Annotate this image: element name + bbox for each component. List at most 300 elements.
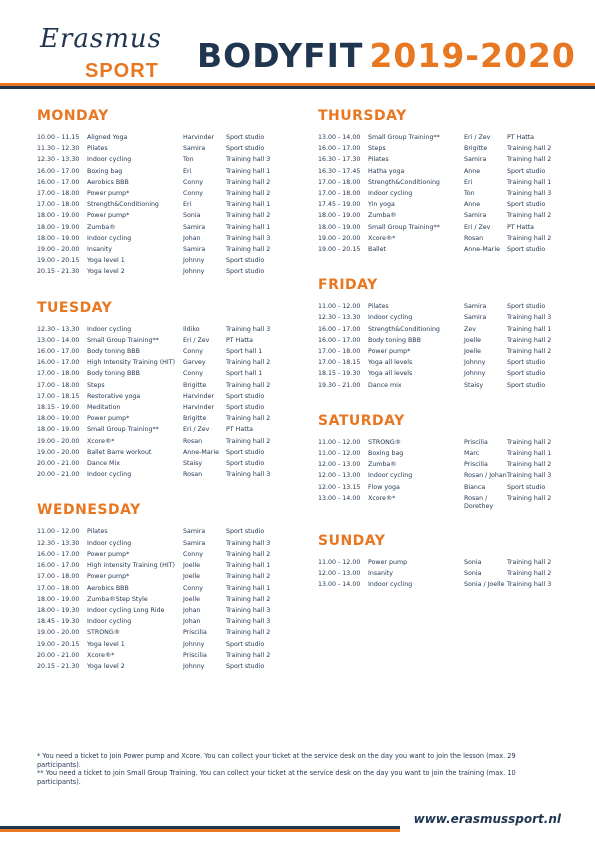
schedule-row xyxy=(318,154,568,165)
class-activity: Yoga level 1 xyxy=(87,640,125,648)
website-link[interactable]: www.erasmussport.nl xyxy=(413,812,561,826)
class-time: 18.00 - 19.00 xyxy=(37,415,80,423)
class-location: Training hall 1 xyxy=(226,201,271,209)
class-activity: Ballet xyxy=(368,246,387,254)
class-activity: Hatha yoga xyxy=(368,167,405,175)
class-instructor: Sonia xyxy=(464,558,482,566)
schedule-row xyxy=(318,166,568,177)
class-activity: Yoga level 2 xyxy=(87,662,125,670)
class-location: Training hall 3 xyxy=(226,156,271,164)
class-location: Training hall 2 xyxy=(226,651,271,659)
class-activity: Power pump* xyxy=(87,550,130,558)
class-location: Training hall 2 xyxy=(507,156,552,164)
class-activity: Indoor cycling xyxy=(87,539,132,547)
schedule-row xyxy=(37,583,287,594)
class-activity: Yoga level 1 xyxy=(87,257,125,265)
class-location: Training hall 1 xyxy=(226,167,271,175)
schedule-row xyxy=(37,402,287,413)
schedule-row xyxy=(37,380,287,391)
class-location: Sport studio xyxy=(226,392,265,400)
day-title: MONDAY xyxy=(37,108,109,124)
schedule-row xyxy=(318,143,568,154)
schedule-row xyxy=(318,177,568,188)
class-activity: Power pump* xyxy=(87,190,130,198)
class-time: 18.00 - 19.00 xyxy=(37,595,80,603)
class-time: 16.00 - 17.00 xyxy=(318,325,361,333)
schedule-row xyxy=(318,448,568,459)
schedule-row xyxy=(318,368,568,379)
class-instructor: Joelle xyxy=(183,573,200,581)
schedule-row xyxy=(318,324,568,335)
schedule-row xyxy=(318,312,568,323)
class-activity: Dance Mix xyxy=(87,460,120,468)
class-instructor: Priscilia xyxy=(464,461,488,469)
class-location: Training hall 2 xyxy=(507,570,552,578)
day-title: THURSDAY xyxy=(318,108,407,124)
class-activity: Flow yoga xyxy=(368,483,400,491)
class-location: Sport studio xyxy=(226,662,265,670)
class-location: Sport studio xyxy=(507,483,546,491)
class-location: Training hall 2 xyxy=(507,348,552,356)
class-time: 18.00 - 19.00 xyxy=(37,234,80,242)
class-activity: Xcore®* xyxy=(87,437,115,445)
schedule-row xyxy=(318,222,568,233)
day-sunday xyxy=(318,533,568,591)
class-activity: Body toning BBB xyxy=(368,336,421,344)
class-instructor: Zev xyxy=(464,325,476,333)
page-title xyxy=(197,36,576,75)
class-time: 16.00 - 17.00 xyxy=(37,348,80,356)
class-instructor: Johnny xyxy=(183,640,205,648)
class-activity: Indoor cycling xyxy=(87,618,132,626)
class-activity: Indoor cycling xyxy=(87,471,132,479)
class-activity: Power pump* xyxy=(368,348,411,356)
class-instructor: Conny xyxy=(183,370,203,378)
class-activity: Aligned Yoga xyxy=(87,134,128,141)
class-instructor: Rosan xyxy=(464,234,484,242)
title-year: 2019-2020 xyxy=(369,36,576,75)
class-instructor: Joelle xyxy=(464,336,481,344)
schedule-column-right xyxy=(318,108,568,612)
schedule-row xyxy=(318,380,568,391)
class-time: 12.30 - 13.30 xyxy=(37,156,80,164)
class-time: 16.30 - 17.45 xyxy=(318,167,361,175)
class-location: Sport studio xyxy=(226,448,265,456)
class-location: Sport studio xyxy=(507,381,546,389)
class-location: Training hall 2 xyxy=(507,558,552,566)
class-time: 20.00 - 21.00 xyxy=(37,471,80,479)
class-instructor: Eri / Zev xyxy=(183,426,210,434)
class-activity: Boxing bag xyxy=(368,450,404,458)
class-time: 12.30 - 13.30 xyxy=(37,539,80,547)
schedule-row xyxy=(37,357,287,368)
class-activity: Aerobics BBB xyxy=(87,178,129,186)
day-tuesday xyxy=(37,300,287,481)
class-list xyxy=(318,557,568,591)
class-instructor: Eri / Zev xyxy=(183,336,210,344)
class-time: 17.00 - 18.00 xyxy=(37,381,80,389)
schedule-row xyxy=(37,616,287,627)
schedule-row xyxy=(37,436,287,447)
title-main: BODYFIT xyxy=(197,36,364,75)
class-time: 11.00 - 12.00 xyxy=(318,450,361,458)
class-time: 17.00 - 18.00 xyxy=(37,573,80,581)
schedule-row xyxy=(37,324,287,335)
class-time: 13.00 - 14.00 xyxy=(318,581,361,589)
class-location: Training hall 2 xyxy=(226,437,271,445)
class-location: Sport studio xyxy=(507,201,546,209)
class-location: Training hall 2 xyxy=(507,212,552,220)
class-activity: Meditation xyxy=(87,404,121,412)
class-time: 11.00 - 12.00 xyxy=(318,558,361,566)
class-location: Training hall 2 xyxy=(226,550,271,558)
schedule-row xyxy=(318,579,568,590)
schedule-row xyxy=(37,413,287,424)
schedule-row xyxy=(37,447,287,458)
day-title: SUNDAY xyxy=(318,532,386,549)
class-location: Training hall 3 xyxy=(507,581,552,589)
class-location: Sport studio xyxy=(226,460,265,468)
class-location: PT Hatta xyxy=(226,336,254,344)
class-location: Training hall 2 xyxy=(507,336,552,344)
class-activity: Small Group Training** xyxy=(87,336,159,344)
class-time: 12.00 - 13.00 xyxy=(318,570,361,578)
class-location: Training hall 1 xyxy=(226,584,271,592)
schedule-row xyxy=(318,437,568,448)
class-activity: Steps xyxy=(87,381,105,389)
class-instructor: Johnny xyxy=(464,359,486,367)
class-instructor: Eri / Zev xyxy=(464,223,491,231)
class-instructor: Rosan / Johan xyxy=(464,472,507,480)
class-instructor: Eri xyxy=(464,178,473,186)
class-activity: Strength&Conditioning xyxy=(87,201,159,209)
class-location: Training hall 3 xyxy=(226,325,271,333)
class-instructor: Samira xyxy=(183,145,206,153)
class-location: PT Hatta xyxy=(226,426,254,434)
schedule-row xyxy=(37,571,287,582)
class-activity: High Intensity Training (HIT) xyxy=(87,359,176,367)
schedule-row xyxy=(37,627,287,638)
day-title: FRIDAY xyxy=(318,277,378,294)
day-wednesday xyxy=(37,502,287,672)
class-time: 16.00 - 17.00 xyxy=(37,562,80,570)
class-location: Sport studio xyxy=(507,359,546,367)
class-time: 17.00 - 18.00 xyxy=(37,370,80,378)
class-activity: Xcore®* xyxy=(368,234,396,242)
class-time: 13.00 - 14.00 xyxy=(318,134,361,141)
footnote-ticket-power-pump: * You need a ticket to join Power pump and Xcore. You can collect your ticket at the service desk on the day you want to join the lesson (max. 29 participants). xyxy=(37,752,516,769)
schedule-row xyxy=(37,199,287,210)
class-instructor: Ton xyxy=(183,156,194,164)
class-time: 12.00 - 13.00 xyxy=(318,461,361,469)
class-time: 19.00 - 20.00 xyxy=(37,437,80,445)
class-location: Training hall 3 xyxy=(507,314,552,322)
class-activity: Insanity xyxy=(368,570,393,578)
class-time: 12.00 - 13.00 xyxy=(318,472,361,480)
class-time: 19.00 - 20.00 xyxy=(318,234,361,242)
class-list xyxy=(318,437,568,511)
class-time: 16.00 - 17.00 xyxy=(37,550,80,558)
class-time: 18.00 - 19.00 xyxy=(318,212,361,220)
class-location: Training hall 2 xyxy=(226,359,271,367)
class-activity: Boxing bag xyxy=(87,167,123,175)
class-activity: Restorative yoga xyxy=(87,392,141,400)
class-time: 18.15 - 19.00 xyxy=(37,404,80,412)
schedule-row xyxy=(37,650,287,661)
class-location: Training hall 2 xyxy=(507,145,552,153)
class-activity: Indoor cycling xyxy=(87,325,132,333)
class-instructor: Priscilia xyxy=(183,629,207,637)
class-time: 20.00 - 21.00 xyxy=(37,460,80,468)
class-location: Training hall 1 xyxy=(507,450,552,458)
schedule-row xyxy=(318,199,568,210)
class-location: PT Hatta xyxy=(507,134,535,141)
schedule-row xyxy=(37,549,287,560)
class-location: Training hall 2 xyxy=(507,234,552,242)
class-location: Training hall 1 xyxy=(226,223,271,231)
class-time: 19.00 - 20.15 xyxy=(37,257,80,265)
schedule-row xyxy=(318,459,568,470)
schedule-row xyxy=(318,557,568,568)
class-location: Sport studio xyxy=(226,145,265,153)
class-time: 19.00 - 20.00 xyxy=(37,629,80,637)
schedule-row xyxy=(37,188,287,199)
class-instructor: Sonia xyxy=(183,212,201,220)
schedule-row xyxy=(37,346,287,357)
class-location: Training hall 1 xyxy=(507,325,552,333)
schedule-row xyxy=(318,346,568,357)
class-location: Training hall 3 xyxy=(507,190,552,198)
class-activity: Zumba® xyxy=(368,461,397,469)
class-instructor: Harvinder xyxy=(183,392,215,400)
class-location: Training hall 2 xyxy=(226,190,271,198)
class-activity: Body toning BBB xyxy=(87,370,140,378)
class-instructor: Johan xyxy=(183,606,201,614)
class-list xyxy=(318,301,568,391)
class-activity: STRONG® xyxy=(87,629,121,637)
class-instructor: Brigitte xyxy=(464,145,488,153)
schedule-row xyxy=(37,538,287,549)
class-time: 19.00 - 20.15 xyxy=(37,640,80,648)
class-activity: Ballet Barre workout xyxy=(87,448,152,456)
class-instructor: Conny xyxy=(183,178,203,186)
class-activity: Pilates xyxy=(368,156,389,164)
schedule-row xyxy=(318,568,568,579)
class-instructor: Samira xyxy=(183,223,206,231)
class-location: Training hall 3 xyxy=(226,606,271,614)
schedule-row xyxy=(37,266,287,277)
schedule-row xyxy=(37,154,287,165)
class-activity: Aerobics BBB xyxy=(87,584,129,592)
class-instructor: Rosan xyxy=(183,437,203,445)
class-instructor: Priscilia xyxy=(464,438,488,446)
class-activity: Small Group Training** xyxy=(87,426,159,434)
class-activity: Yoga all levels xyxy=(368,359,413,367)
class-location: Sport studio xyxy=(226,404,265,412)
class-time: 19.30 - 21.00 xyxy=(318,381,361,389)
schedule-column-left xyxy=(37,108,287,694)
class-instructor: Samira xyxy=(183,528,206,536)
class-time: 11.00 - 12.00 xyxy=(318,303,361,311)
class-time: 19.00 - 20.15 xyxy=(318,246,361,254)
class-activity: Zumba®Step Style xyxy=(87,595,148,603)
class-instructor: Johnny xyxy=(183,662,205,670)
class-time: 20.15 - 21.30 xyxy=(37,662,80,670)
class-activity: Xcore®* xyxy=(368,494,396,502)
class-activity: Insanity xyxy=(87,246,112,254)
day-friday xyxy=(318,277,568,391)
class-activity: Pilates xyxy=(368,303,389,311)
schedule-row xyxy=(37,143,287,154)
class-location: Training hall 3 xyxy=(226,471,271,479)
class-location: Sport hall 1 xyxy=(226,348,263,356)
class-activity: STRONG® xyxy=(368,438,402,446)
class-time: 16.00 - 17.00 xyxy=(37,359,80,367)
class-time: 16.00 - 17.00 xyxy=(37,178,80,186)
class-location: PT Hatta xyxy=(507,223,535,231)
schedule-row xyxy=(37,335,287,346)
class-time: 16.00 - 17.00 xyxy=(318,145,361,153)
schedule-row xyxy=(37,605,287,616)
class-time: 17.00 - 18.00 xyxy=(37,584,80,592)
day-title: SATURDAY xyxy=(318,412,405,429)
class-location: Training hall 2 xyxy=(507,461,552,469)
class-activity: Strength&Conditioning xyxy=(368,325,440,333)
schedule-row xyxy=(37,469,287,480)
class-instructor: Ildiko xyxy=(183,325,200,333)
header-navy-stripe xyxy=(0,86,595,89)
day-monday xyxy=(37,108,287,278)
class-location: Training hall 2 xyxy=(226,178,271,186)
class-time: 13.00 - 14.00 xyxy=(318,494,361,502)
day-title: WEDNESDAY xyxy=(37,502,141,519)
schedule-row xyxy=(318,470,568,481)
schedule-row xyxy=(37,661,287,672)
class-instructor: Conny xyxy=(183,550,203,558)
class-instructor: Johan xyxy=(183,234,201,242)
day-title: TUESDAY xyxy=(37,299,113,316)
class-location: Training hall 1 xyxy=(507,178,552,186)
schedule-row xyxy=(37,424,287,435)
schedule-row xyxy=(37,177,287,188)
class-time: 19.00 - 20.00 xyxy=(37,448,80,456)
footnote-ticket-small-group: ** You need a ticket to join Small Group Training. You can collect your ticket at the service desk on the day you want to join the training (max. 10 participants). xyxy=(37,769,516,786)
class-time: 17.00 - 18.00 xyxy=(318,348,361,356)
class-instructor: Staisy xyxy=(183,460,203,468)
class-instructor: Harvinder xyxy=(183,404,215,412)
class-time: 16.30 - 17.30 xyxy=(318,156,361,164)
class-activity: Steps xyxy=(368,145,386,153)
class-instructor: Ton xyxy=(464,190,475,198)
class-location: Training hall 3 xyxy=(226,539,271,547)
class-instructor: Anne xyxy=(464,201,481,209)
class-instructor: Conny xyxy=(183,584,203,592)
class-location: Sport studio xyxy=(507,370,546,378)
class-activity: Yin yoga xyxy=(368,201,395,209)
class-activity: Indoor cycling xyxy=(368,472,413,480)
class-activity: Indoor cycling xyxy=(368,581,413,589)
class-instructor: Garvey xyxy=(183,359,206,367)
footer-orange-stripe xyxy=(0,829,400,832)
class-list xyxy=(318,132,568,255)
class-activity: Indoor cycling Long Ride xyxy=(87,606,165,614)
class-location: Sport studio xyxy=(226,268,265,276)
class-activity: Pilates xyxy=(87,528,108,536)
class-activity: Power pump* xyxy=(87,573,130,581)
schedule-row xyxy=(37,222,287,233)
class-location: Sport studio xyxy=(226,528,265,536)
class-location: Sport hall 1 xyxy=(226,370,263,378)
schedule-row xyxy=(318,188,568,199)
class-time: 17.00 - 18.00 xyxy=(37,190,80,198)
schedule-row xyxy=(37,255,287,266)
class-instructor: Johan xyxy=(183,618,201,626)
class-time: 12.00 - 13.15 xyxy=(318,483,361,491)
class-activity: Small Group Training** xyxy=(368,134,440,141)
class-time: 18.00 - 19.00 xyxy=(37,223,80,231)
class-location: Training hall 1 xyxy=(226,562,271,570)
class-time: 11.30 - 12.30 xyxy=(37,145,80,153)
class-instructor: Johnny xyxy=(183,268,205,276)
class-location: Training hall 2 xyxy=(226,573,271,581)
class-time: 17.00 - 18.15 xyxy=(318,359,361,367)
schedule-row xyxy=(37,560,287,571)
schedule-row xyxy=(37,368,287,379)
class-activity: Small Group Training** xyxy=(368,223,440,231)
class-location: Training hall 2 xyxy=(226,381,271,389)
class-location: Training hall 2 xyxy=(507,494,552,502)
class-instructor: Joelle xyxy=(183,562,200,570)
schedule-row xyxy=(37,391,287,402)
class-instructor: Sonia / Joelle xyxy=(464,581,505,589)
schedule-row xyxy=(37,166,287,177)
class-activity: Dance mix xyxy=(368,381,402,389)
class-activity: Indoor cycling xyxy=(368,190,413,198)
schedule-row xyxy=(318,210,568,221)
class-time: 10.00 - 11.15 xyxy=(37,134,80,141)
erasmus-logo-script: Erasmus xyxy=(40,24,162,54)
class-time: 18.00 - 19.00 xyxy=(37,212,80,220)
class-location: Sport studio xyxy=(507,167,546,175)
class-instructor: Priscilia xyxy=(183,651,207,659)
footnotes xyxy=(37,752,557,786)
class-instructor: Samira xyxy=(183,246,206,254)
class-instructor: Samira xyxy=(464,156,487,164)
class-instructor: Harvinder xyxy=(183,134,215,141)
schedule-row xyxy=(318,301,568,312)
class-instructor: Eri / Zev xyxy=(464,134,491,141)
class-time: 18.00 - 19.00 xyxy=(318,223,361,231)
class-instructor: Joelle xyxy=(183,595,200,603)
class-location: Training hall 2 xyxy=(226,629,271,637)
class-activity: Power pump xyxy=(368,558,408,566)
class-instructor: Rosan / Dorethey xyxy=(464,494,494,510)
class-time: 12.30 - 13.30 xyxy=(318,314,361,322)
class-activity: Indoor cycling xyxy=(87,156,132,164)
schedule-row xyxy=(37,244,287,255)
class-time: 17.00 - 18.00 xyxy=(37,201,80,209)
class-activity: Yoga all levels xyxy=(368,370,413,378)
class-instructor: Rosan xyxy=(183,471,203,479)
schedule-row xyxy=(37,458,287,469)
class-instructor: Staisy xyxy=(464,381,484,389)
class-activity: Power pump* xyxy=(87,212,130,220)
class-location: Training hall 2 xyxy=(507,438,552,446)
class-location: Training hall 2 xyxy=(226,246,271,254)
class-time: 11.00 - 12.00 xyxy=(37,528,80,536)
class-list xyxy=(37,132,287,278)
class-time: 17.00 - 18.15 xyxy=(37,392,80,400)
